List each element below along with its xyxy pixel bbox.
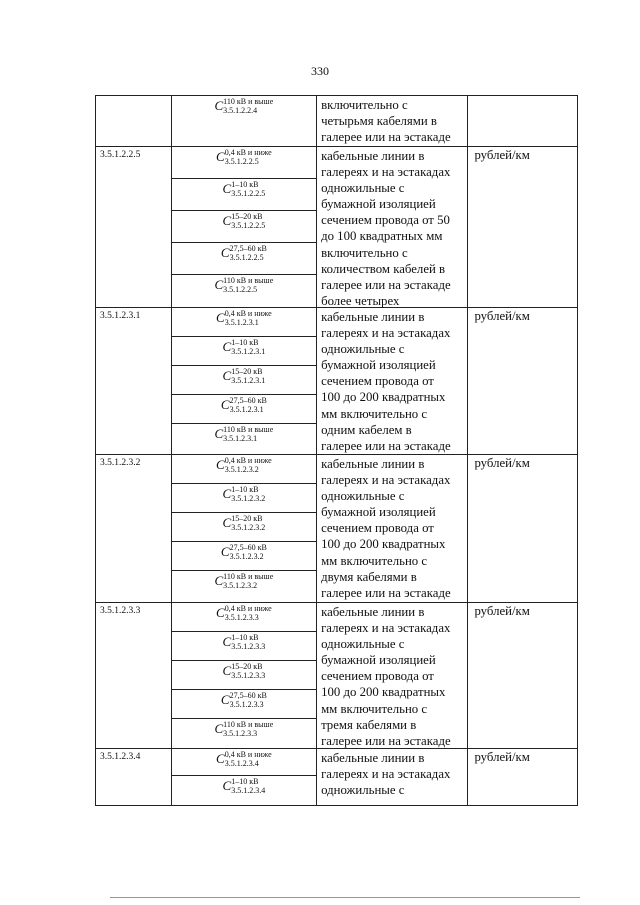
description-line: бумажной изоляцией bbox=[321, 653, 436, 668]
cost-symbol bbox=[172, 749, 316, 776]
description-line: 100 до 200 квадратных bbox=[321, 685, 446, 700]
tariff-table bbox=[95, 95, 578, 806]
table-row bbox=[95, 308, 578, 455]
symbol-letter: C bbox=[222, 634, 232, 649]
cost-symbol bbox=[172, 455, 316, 484]
symbol-index: 3.5.1.2.3.2 bbox=[224, 465, 259, 474]
symbol-voltage: 1–10 кВ bbox=[231, 777, 259, 786]
cost-symbol bbox=[172, 513, 316, 542]
description-line: более четырех bbox=[321, 293, 400, 308]
unit-cell: рублей/км bbox=[474, 148, 530, 162]
cost-symbol bbox=[172, 395, 316, 424]
symbol-voltage: 0,4 кВ и ниже bbox=[224, 604, 272, 613]
symbol-index: 3.5.1.2.3.4 bbox=[231, 786, 266, 795]
cost-symbol bbox=[172, 275, 316, 307]
cost-symbol bbox=[172, 96, 316, 120]
symbol-voltage: 1–10 кВ bbox=[231, 180, 259, 189]
unit-cell: рублей/км bbox=[474, 604, 530, 618]
description-line: одним кабелем в bbox=[321, 422, 412, 437]
symbol-index: 3.5.1.2.2.5 bbox=[231, 221, 266, 230]
description-line: количеством кабелей в bbox=[321, 261, 446, 276]
description-line: тремя кабелями в bbox=[321, 717, 417, 732]
description-line: мм включительно с bbox=[321, 553, 428, 568]
symbol-voltage: 27,5–60 кВ bbox=[229, 396, 267, 405]
symbol-index: 3.5.1.2.3.3 bbox=[231, 642, 266, 651]
description-line: кабельные линии в bbox=[321, 310, 425, 324]
description-line: включительно с bbox=[321, 98, 408, 112]
symbol-voltage: 27,5–60 кВ bbox=[229, 244, 267, 253]
description-cell bbox=[317, 603, 468, 748]
description-line: галерее или на эстакаде bbox=[321, 585, 451, 600]
symbol-index: 3.5.1.2.3.1 bbox=[229, 405, 264, 414]
cost-symbol bbox=[172, 603, 316, 632]
unit-cell bbox=[468, 96, 577, 146]
symbol-letter: C bbox=[222, 213, 232, 228]
cost-symbol bbox=[172, 571, 316, 602]
symbol-voltage: 0,4 кВ и ниже bbox=[224, 456, 272, 465]
table-row bbox=[95, 147, 578, 308]
symbol-voltage: 1–10 кВ bbox=[231, 633, 259, 642]
description-line: кабельные линии в bbox=[321, 457, 425, 471]
symbol-index: 3.5.1.2.2.5 bbox=[229, 253, 264, 262]
symbol-voltage: 27,5–60 кВ bbox=[229, 691, 267, 700]
description-line: сечением провода от bbox=[321, 374, 434, 389]
symbol-letter: C bbox=[216, 310, 225, 325]
description-cell bbox=[317, 308, 468, 454]
cost-symbol bbox=[172, 632, 316, 661]
cost-symbol bbox=[172, 243, 316, 275]
symbol-letter: C bbox=[216, 605, 225, 620]
description-line: четырьмя кабелями в bbox=[321, 114, 437, 129]
symbol-cell bbox=[172, 147, 317, 307]
description-line: двумя кабелями в bbox=[321, 569, 417, 584]
table-row bbox=[95, 455, 578, 603]
row-code: 3.5.1.2.3.3 bbox=[96, 603, 172, 748]
description-line: бумажной изоляцией bbox=[321, 197, 436, 212]
symbol-letter: C bbox=[222, 368, 232, 383]
symbol-letter: C bbox=[220, 245, 230, 260]
row-code bbox=[96, 96, 172, 146]
symbol-index: 3.5.1.2.3.2 bbox=[231, 494, 266, 503]
description-line: галереях и на эстакадах bbox=[321, 165, 451, 180]
cost-symbol bbox=[172, 337, 316, 366]
cost-symbol bbox=[172, 661, 316, 690]
symbol-letter: C bbox=[214, 573, 224, 588]
symbol-letter: C bbox=[222, 486, 232, 501]
bottom-rule bbox=[110, 897, 580, 898]
description-cell bbox=[317, 96, 468, 146]
unit-cell: рублей/км bbox=[474, 309, 530, 323]
symbol-voltage: 15–20 кВ bbox=[231, 662, 263, 671]
description-line: галерее или на эстакаде bbox=[321, 277, 451, 292]
symbol-letter: C bbox=[222, 181, 232, 196]
symbol-letter: C bbox=[220, 544, 230, 559]
description-line: галереях и на эстакадах bbox=[321, 326, 451, 341]
symbol-letter: C bbox=[214, 426, 224, 441]
table-row bbox=[95, 749, 578, 806]
symbol-voltage: 15–20 кВ bbox=[231, 367, 263, 376]
symbol-letter: C bbox=[216, 149, 225, 164]
symbol-letter: C bbox=[222, 778, 232, 793]
description-line: кабельные линии в bbox=[321, 751, 425, 765]
symbol-voltage: 0,4 кВ и ниже bbox=[224, 148, 272, 157]
symbol-letter: C bbox=[214, 98, 224, 113]
symbol-voltage: 0,4 кВ и ниже bbox=[224, 309, 272, 318]
description-line: кабельные линии в bbox=[321, 149, 425, 163]
description-line: галереях и на эстакадах bbox=[321, 621, 451, 636]
description-line: одножильные с bbox=[321, 181, 405, 196]
symbol-index: 3.5.1.2.2.5 bbox=[223, 285, 258, 294]
description-line: одножильные с bbox=[321, 783, 405, 798]
description-line: одножильные с bbox=[321, 342, 405, 357]
description-line: сечением провода от 50 bbox=[321, 213, 450, 228]
cost-symbol bbox=[172, 424, 316, 454]
symbol-letter: C bbox=[222, 663, 232, 678]
symbol-voltage: 110 кВ и выше bbox=[223, 276, 274, 285]
description-line: до 100 квадратных мм bbox=[321, 229, 443, 244]
symbol-index: 3.5.1.2.3.2 bbox=[229, 552, 264, 561]
symbol-voltage: 110 кВ и выше bbox=[223, 97, 274, 106]
description-line: 100 до 200 квадратных bbox=[321, 390, 446, 405]
cost-symbol bbox=[172, 366, 316, 395]
symbol-cell bbox=[172, 455, 317, 602]
symbol-index: 3.5.1.2.2.5 bbox=[231, 189, 266, 198]
description-cell bbox=[317, 147, 468, 307]
description-line: кабельные линии в bbox=[321, 605, 425, 619]
description-line: мм включительно с bbox=[321, 701, 428, 716]
symbol-cell bbox=[172, 308, 317, 454]
description-cell bbox=[317, 455, 468, 602]
symbol-index: 3.5.1.2.3.3 bbox=[224, 613, 259, 622]
description-line: мм включительно с bbox=[321, 406, 428, 421]
symbol-letter: C bbox=[214, 721, 224, 736]
symbol-index: 3.5.1.2.3.2 bbox=[231, 523, 266, 532]
symbol-index: 3.5.1.2.3.2 bbox=[223, 581, 258, 590]
symbol-letter: C bbox=[220, 397, 230, 412]
symbol-cell bbox=[172, 96, 317, 146]
page-number: 330 bbox=[311, 64, 329, 78]
symbol-letter: C bbox=[220, 692, 230, 707]
description-line: галереях и на эстакадах bbox=[321, 767, 451, 782]
cost-symbol bbox=[172, 308, 316, 337]
symbol-letter: C bbox=[214, 277, 224, 292]
symbol-index: 3.5.1.2.2.5 bbox=[224, 157, 259, 166]
row-code: 3.5.1.2.3.1 bbox=[96, 308, 172, 454]
description-line: бумажной изоляцией bbox=[321, 505, 436, 520]
symbol-index: 3.5.1.2.3.4 bbox=[224, 759, 259, 768]
unit-cell: рублей/км bbox=[474, 750, 530, 764]
symbol-voltage: 1–10 кВ bbox=[231, 485, 259, 494]
symbol-index: 3.5.1.2.3.1 bbox=[231, 347, 266, 356]
symbol-index: 3.5.1.2.3.3 bbox=[223, 729, 258, 738]
description-line: галерее или на эстакаде bbox=[321, 130, 451, 145]
unit-cell: рублей/км bbox=[474, 456, 530, 470]
symbol-voltage: 110 кВ и выше bbox=[223, 425, 274, 434]
cost-symbol bbox=[172, 542, 316, 571]
row-code: 3.5.1.2.3.2 bbox=[96, 455, 172, 602]
symbol-index: 3.5.1.2.3.1 bbox=[231, 376, 266, 385]
symbol-voltage: 1–10 кВ bbox=[231, 338, 259, 347]
symbol-letter: C bbox=[222, 339, 232, 354]
description-line: включительно с bbox=[321, 245, 408, 260]
symbol-letter: C bbox=[222, 515, 232, 530]
description-line: 100 до 200 квадратных bbox=[321, 537, 446, 552]
symbol-voltage: 110 кВ и выше bbox=[223, 720, 274, 729]
symbol-index: 3.5.1.2.3.1 bbox=[223, 434, 258, 443]
description-line: сечением провода от bbox=[321, 669, 434, 684]
description-line: одножильные с bbox=[321, 637, 405, 652]
cost-symbol bbox=[172, 776, 316, 803]
symbol-voltage: 27,5–60 кВ bbox=[229, 543, 267, 552]
symbol-voltage: 15–20 кВ bbox=[231, 514, 263, 523]
description-line: бумажной изоляцией bbox=[321, 358, 436, 373]
symbol-voltage: 110 кВ и выше bbox=[223, 572, 274, 581]
table-row bbox=[95, 603, 578, 749]
cost-symbol bbox=[172, 147, 316, 179]
description-line: галереях и на эстакадах bbox=[321, 473, 451, 488]
symbol-index: 3.5.1.2.3.3 bbox=[231, 671, 266, 680]
symbol-cell bbox=[172, 749, 317, 805]
symbol-letter: C bbox=[216, 751, 225, 766]
cost-symbol bbox=[172, 179, 316, 211]
description-line: галерее или на эстакаде bbox=[321, 733, 451, 748]
table-row bbox=[95, 95, 578, 147]
symbol-index: 3.5.1.2.2.4 bbox=[223, 106, 258, 115]
cost-symbol bbox=[172, 211, 316, 243]
description-line: сечением провода от bbox=[321, 521, 434, 536]
row-code: 3.5.1.2.3.4 bbox=[96, 749, 172, 805]
row-code: 3.5.1.2.2.5 bbox=[96, 147, 172, 307]
symbol-index: 3.5.1.2.3.1 bbox=[224, 318, 259, 327]
symbol-cell bbox=[172, 603, 317, 748]
symbol-voltage: 0,4 кВ и ниже bbox=[224, 750, 272, 759]
description-line: галерее или на эстакаде bbox=[321, 438, 451, 453]
symbol-voltage: 15–20 кВ bbox=[231, 212, 263, 221]
symbol-index: 3.5.1.2.3.3 bbox=[229, 700, 264, 709]
description-cell bbox=[317, 749, 468, 805]
cost-symbol bbox=[172, 719, 316, 748]
description-line: одножильные с bbox=[321, 489, 405, 504]
symbol-letter: C bbox=[216, 457, 225, 472]
cost-symbol bbox=[172, 690, 316, 719]
cost-symbol bbox=[172, 484, 316, 513]
